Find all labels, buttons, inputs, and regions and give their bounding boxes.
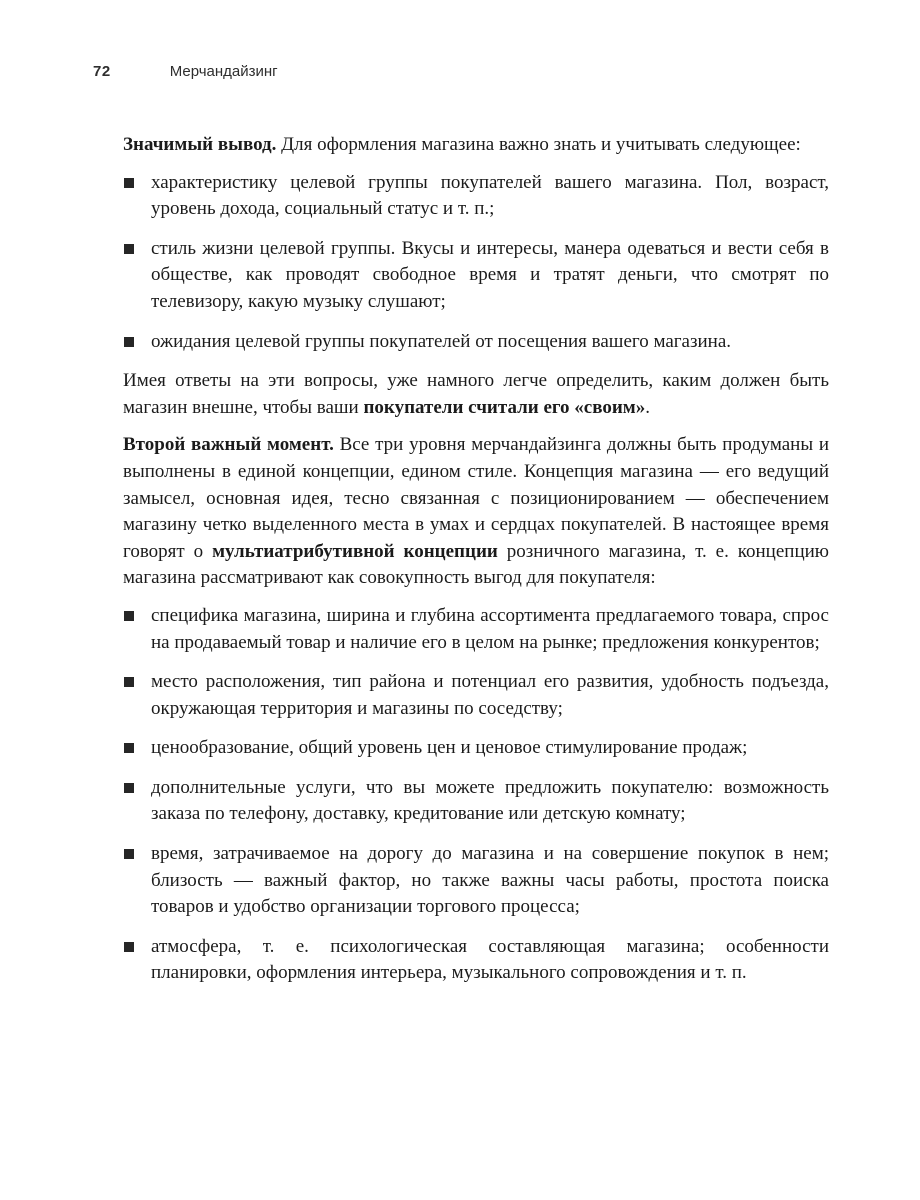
text-runs: ценообразование, общий уровень цен и ценовое стимулирование продаж; [151,737,748,759]
square-bullet-icon [124,244,134,254]
list-item [123,329,829,356]
square-bullet-icon [124,178,134,188]
text-runs: специфика магазина, ширина и глубина ассортимента предлагаемого товара, спрос на продаваемый товар и наличие его в целом на рынке; предложения конкурентов; [151,604,829,653]
list-item [123,841,829,921]
page-number: 72 [93,63,111,80]
text-runs: Значимый вывод. Для оформления магазина важно знать и учитывать следующее: [123,134,801,155]
list-item [123,735,829,762]
paragraph [123,368,829,421]
square-bullet-icon [124,611,134,621]
square-bullet-icon [124,677,134,687]
list-item [123,603,829,656]
text-runs: характеристику целевой группы покупателей вашего магазина. Пол, возраст, уровень дохода, социальный статус и т. п.; [151,171,829,220]
text-runs: стиль жизни целевой группы. Вкусы и интересы, манера одеваться и вести себя в обществе, как проводят свободное время и тратят деньги, что смотрят по телевизору, какую музыку слушают; [151,237,829,312]
list-item [123,934,829,987]
running-header: Мерчандайзинг [169,63,278,80]
square-bullet-icon [124,337,134,347]
list-item [123,170,829,223]
text-runs: время, затрачиваемое на дорогу до магазина и на совершение покупок в нем; близость — важный фактор, но также важны часы работы, простота поиска товаров и удобство организации торгового процесса; [151,843,829,918]
list-item [123,775,829,828]
paragraph [123,132,829,159]
paragraph [123,432,829,592]
text-runs: Второй важный момент. Все три уровня мерчандайзинга должны быть продуманы и выполнены в единой концепции, едином стиле. Концепция магазина — его ведущий замысел, основная идея, тесно связанная с позиционированием — обеспечением магазину четко выделенного места в умах и сердцах покупателей. В настоящее время говорят о мультиатрибутивной концепции розничного магазина, т. е. концепцию магазина рассматривают как совокупность выгод для покупателя: [123,434,829,589]
square-bullet-icon [124,849,134,859]
list-item [123,669,829,722]
page-header [93,63,278,80]
square-bullet-icon [124,743,134,753]
square-bullet-icon [124,783,134,793]
text-runs: ожидания целевой группы покупателей от посещения вашего магазина. [151,330,732,352]
square-bullet-icon [124,942,134,952]
text-runs: место расположения, тип района и потенциал его развития, удобность подъезда, окружающая территория и магазины по соседству; [151,671,829,719]
page-body [123,132,829,1000]
list-item [123,236,829,316]
text-runs: Имея ответы на эти вопросы, уже намного легче определить, каким должен быть магазин внешне, чтобы ваши покупатели считали его «своим». [123,370,829,418]
text-runs: атмосфера, т. е. психологическая составляющая магазина; особенности планировки, оформления интерьера, музыкального сопровождения и т. п. [151,935,829,984]
text-runs: дополнительные услуги, что вы можете предложить покупателю: возможность заказа по телефону, доставку, кредитование или детскую комнату; [151,776,829,825]
